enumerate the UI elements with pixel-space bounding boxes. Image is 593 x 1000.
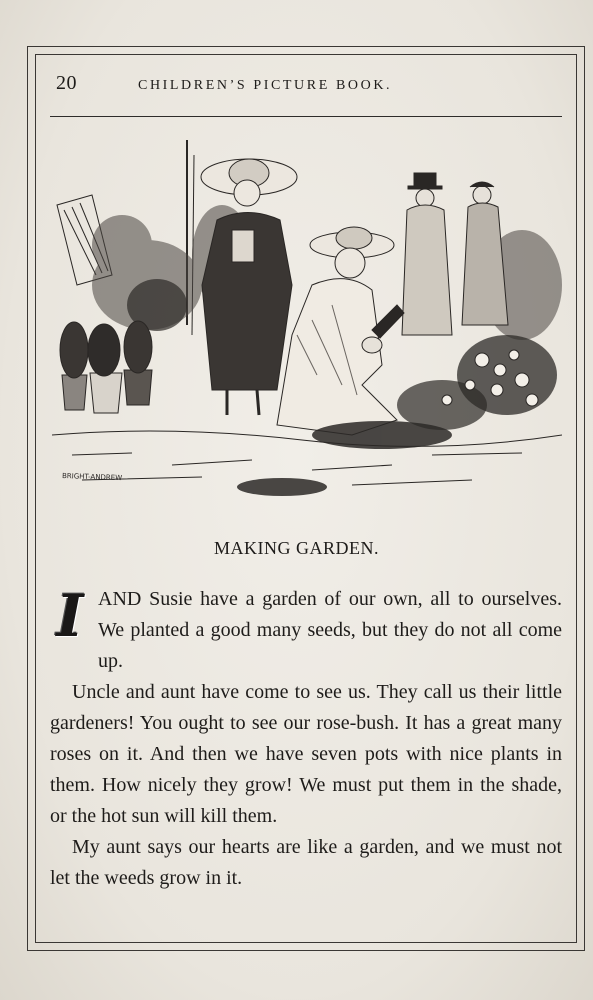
running-title: CHILDREN’S PICTURE BOOK. xyxy=(138,78,393,93)
engraver-signature: BRIGHT-ANDREW xyxy=(61,472,123,483)
garden-engraving-illustration xyxy=(52,135,562,510)
story-text xyxy=(50,584,562,894)
paragraph-1-text: AND Susie have a garden of our own, all to ourselves. We planted a good many seeds, but they do not all come up. xyxy=(98,588,562,672)
decorative-dropcap: I xyxy=(56,582,84,650)
chapter-title: MAKING GARDEN. xyxy=(214,538,379,558)
paragraph-3: My aunt says our hearts are like a garden, and we must not let the weeds grow in it. xyxy=(50,836,562,889)
page-number: 20 xyxy=(56,72,77,94)
paragraph-1 xyxy=(50,584,562,677)
paragraph-2: Uncle and aunt have come to see us. They call us their little gardeners! You ought to see our rose-bush. It has a great many roses on it. And then we have seven pots with nice plants in them. How nicely they grow! We must put them in the shade, or the hot sun will kill them. xyxy=(50,681,562,827)
header-rule xyxy=(50,116,562,117)
